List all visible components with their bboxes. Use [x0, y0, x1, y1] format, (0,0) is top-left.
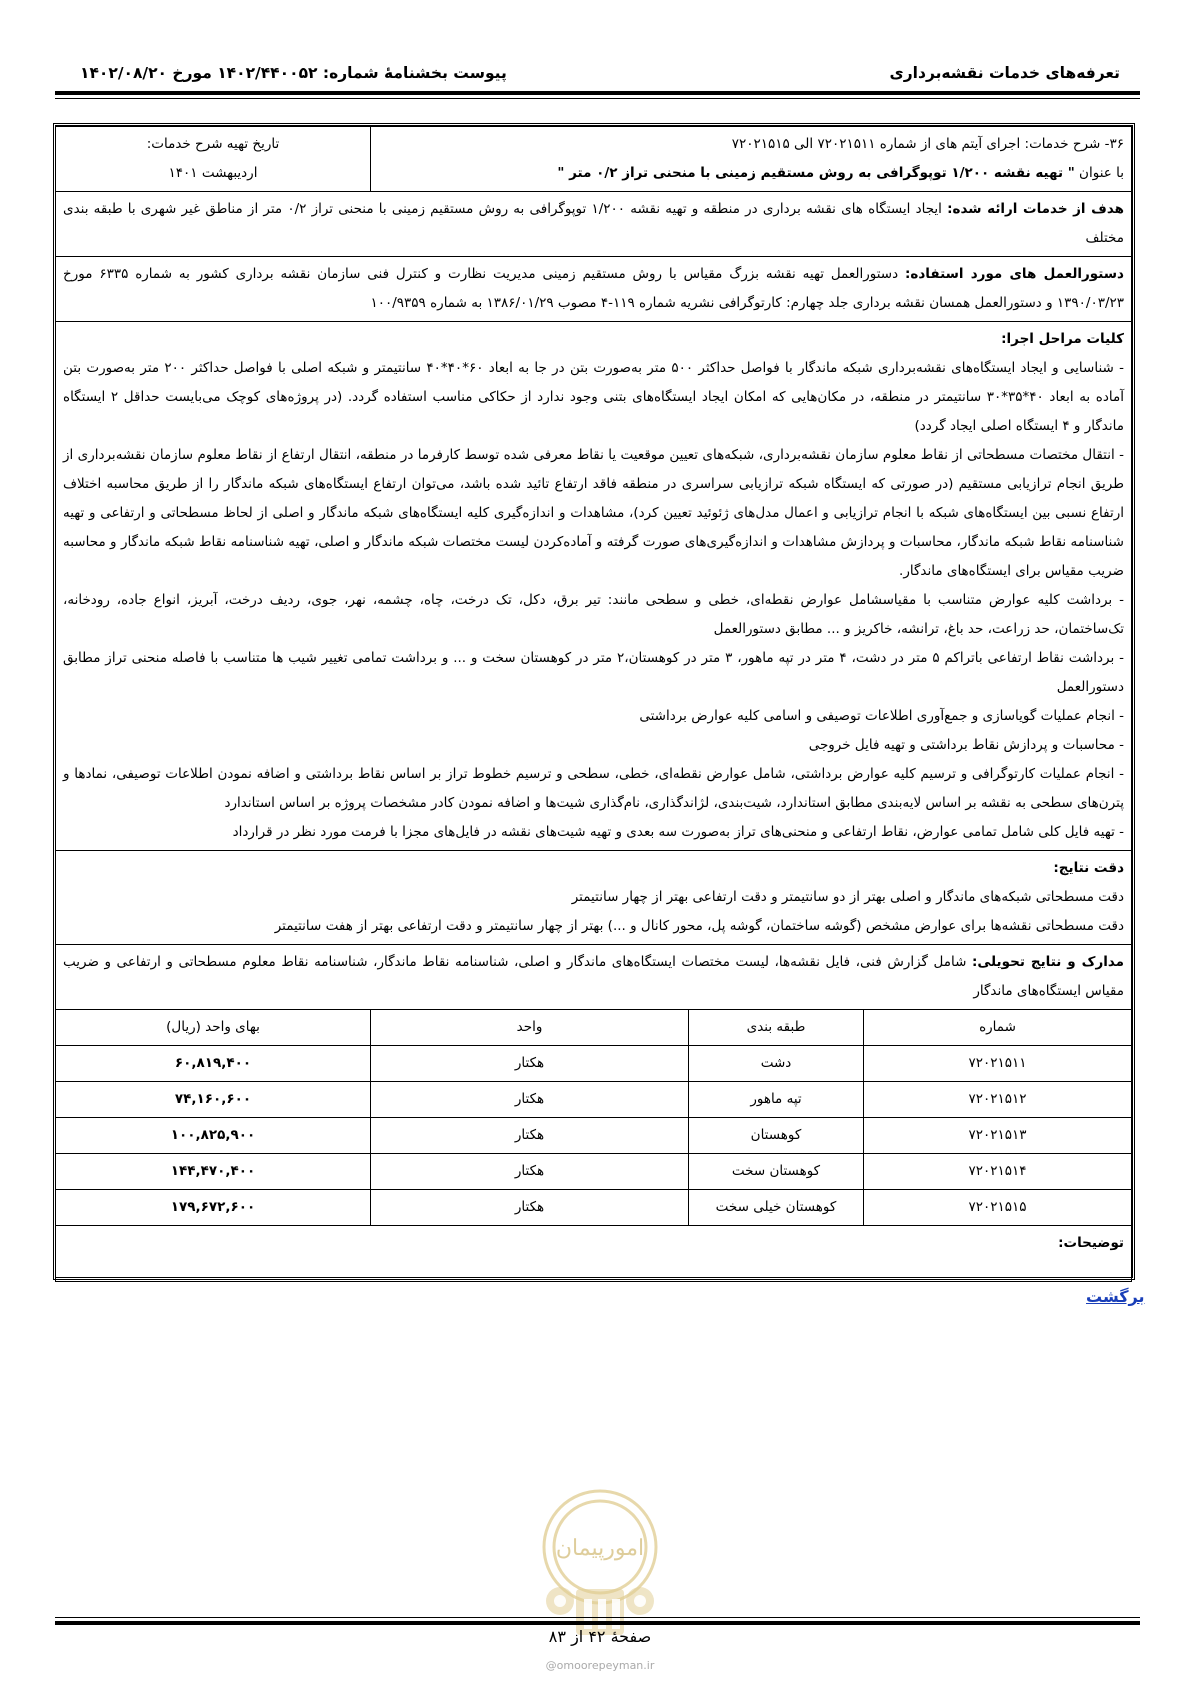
row-category: کوهستان سخت — [689, 1154, 864, 1190]
header-rule — [55, 91, 1140, 95]
step-item: - انجام عملیات گویاسازی و جمع‌آوری اطلاعات توصیفی و اسامی کلیه عوارض برداشتی — [639, 708, 1124, 724]
instructions-text: دستورالعمل تهیه نقشه بزرگ مقیاس با روش مستقیم زمینی مدیریت نظارت و کنترل فنی سازمان نقشه برداری کشور به شماره ۶۳۳۵ مورخ ۱۳۹۰/۰۳/۲۳ و دستورالعمل همسان نقشه برداری جلد چهارم: کارتوگرافی نشریه شماره ۱۱۹-۴ مصوب ۱۳۸۶/۰۱/۲۹ به شماره ۱۰۰/۹۳۵۹ — [63, 266, 1124, 311]
row-price: ۱۴۴,۴۷۰,۴۰۰ — [56, 1154, 371, 1190]
service-table — [55, 126, 1132, 1282]
page-header — [80, 58, 1120, 82]
row-category: دشت — [689, 1046, 864, 1082]
step-item: - برداشت کلیه عوارض متناسب با مقیاسشامل عوارض نقطه‌ای، خطی و سطحی مانند: تیر برق، دکل، تک درخت، چاه، چشمه، نهر، جوی، ردیف درخت، آبریز، انواع جاده، رودخانه، تک‌ساختمان، حد زراعت، حد باغ، ترانشه، خاکریز و ... مطابق دستورالعمل — [63, 592, 1124, 637]
instructions-label: دستورالعمل های مورد استفاده: — [904, 266, 1124, 282]
row-code: ۷۲۰۲۱۵۱۵ — [864, 1190, 1132, 1226]
steps-cell — [56, 322, 1132, 851]
row-category: کوهستان خیلی سخت — [689, 1190, 864, 1226]
goal-label: هدف از خدمات ارائه شده: — [947, 201, 1124, 217]
row-unit: هکتار — [371, 1046, 689, 1082]
service-line: ۳۶- شرح خدمات: اجرای آیتم های از شماره ۷۲۰۲۱۵۱۱ الی ۷۲۰۲۱۵۱۵ — [731, 136, 1124, 152]
table-row — [56, 1190, 1132, 1226]
deliverables-label: مدارک و نتایج تحویلی: — [971, 954, 1125, 970]
table-row — [56, 1046, 1132, 1082]
price-header-code: شماره — [864, 1010, 1132, 1046]
steps-label: کلیات مراحل اجرا: — [1001, 331, 1124, 347]
row-price: ۱۷۹,۶۷۲,۶۰۰ — [56, 1190, 371, 1226]
table-row — [56, 1118, 1132, 1154]
table-row — [56, 1154, 1132, 1190]
deliverables-text: شامل گزارش فنی، فایل نقشه‌ها، لیست مختصات ایستگاه‌های ماندگار و اصلی، شناسنامه نقاط ماندگار، شناسنامه نقاط معلوم مسطحاتی و ارتفاعی و ضریب مقیاس ایستگاه‌های ماندگار — [63, 954, 1124, 999]
row-code: ۷۲۰۲۱۵۱۲ — [864, 1082, 1132, 1118]
instructions-cell — [56, 257, 1132, 322]
step-item: - شناسایی و ایجاد ایستگاه‌های نقشه‌برداری شبکه ماندگار با فواصل حداکثر ۵۰۰ متر به‌صورت بتن در جا به ابعاد ۶۰*۴۰*۴۰ سانتیمتر و شبکه اصلی با فواصل حداکثر ۲۰۰ متر به‌صورت بتن آماده به ابعاد ۴۰*۳۵*۳۰ سانتیمتر در منطقه، در مکان‌هایی که امکان ایجاد ایستگاه‌های بتنی وجود ندارد از حکاکی مناسب استفاده گردد. (در پروژه‌های کوچک می‌بایست حداقل ۲ ایستگاه ماندگار و ۴ ایستگاه اصلی ایجاد گردد) — [63, 360, 1124, 434]
table-row — [56, 1082, 1132, 1118]
service-title: " تهیه نقشه ۱/۲۰۰ توپوگرافی به روش مستقیم زمینی با منحنی تراز ۰/۲ متر " — [557, 165, 1075, 181]
row-category: تپه ماهور — [689, 1082, 864, 1118]
price-header-price: بهای واحد (ریال) — [56, 1010, 371, 1046]
row-price: ۷۴,۱۶۰,۶۰۰ — [56, 1082, 371, 1118]
step-item: - انجام عملیات کارتوگرافی و ترسیم کلیه عوارض برداشتی، شامل عوارض نقطه‌ای، خطی، سطحی و ترسیم خطوط تراز بر اساس نقاط برداشتی و اضافه نمودن اطلاعات توصیفی، نمادها و پترن‌های سطحی به نقشه بر اساس لایه‌بندی مطابق استاندارد، شیت‌بندی، لژاندگذاری، نام‌گذاری شیت‌ها و اضافه نمودن کادر مشخصات پروژه بر اساس استاندارد — [63, 766, 1124, 811]
step-item: - برداشت نقاط ارتفاعی باتراکم ۵ متر در دشت، ۴ متر در تپه ماهور، ۳ متر در کوهستان،۲ متر در کوهستان سخت و ... و برداشت تمامی تغییر شیب ها متناسب با فاصله منحنی تراز مطابق دستورالعمل — [63, 650, 1124, 695]
service-description-frame — [53, 123, 1135, 1280]
accuracy-cell — [56, 851, 1132, 945]
row-unit: هکتار — [371, 1082, 689, 1118]
row-price: ۶۰,۸۱۹,۴۰۰ — [56, 1046, 371, 1082]
deliverables-cell — [56, 945, 1132, 1010]
service-date-value: اردیبهشت ۱۴۰۱ — [168, 165, 258, 181]
row-code: ۷۲۰۲۱۵۱۱ — [864, 1046, 1132, 1082]
footer-rule — [55, 1621, 1140, 1625]
service-title-prefix: با عنوان — [1074, 165, 1124, 181]
site-watermark: @omoorepeyman.ir — [545, 1659, 655, 1672]
service-title-cell — [371, 127, 1132, 192]
row-unit: هکتار — [371, 1190, 689, 1226]
price-header-unit: واحد — [371, 1010, 689, 1046]
row-category: کوهستان — [689, 1118, 864, 1154]
logo-text: امورپیمان — [555, 1536, 645, 1561]
step-item: - محاسبات و پردازش نقاط برداشتی و تهیه فایل خروجی — [808, 737, 1124, 753]
accuracy-item: دقت مسطحاتی نقشه‌ها برای عوارض مشخص (گوشه ساختمان، گوشه پل، محور کانال و ...) بهتر از چهار سانتیمتر و دقت ارتفاعی بهتر از هفت سانتیمتر — [274, 918, 1124, 934]
row-code: ۷۲۰۲۱۵۱۳ — [864, 1118, 1132, 1154]
accuracy-item: دقت مسطحاتی شبکه‌های ماندگار و اصلی بهتر از دو سانتیمتر و دقت ارتفاعی بهتر از چهار سانتیمتر — [571, 889, 1124, 905]
step-item: - تهیه فایل کلی شامل تمامی عوارض، نقاط ارتفاعی و منحنی‌های تراز به‌صورت سه بعدی و تهیه شیت‌های نقشه در فایل‌های مجزا با فرمت مورد نظر در قرارداد — [232, 824, 1124, 840]
accuracy-label: دقت نتایج: — [1053, 860, 1124, 876]
goal-cell — [56, 192, 1132, 257]
header-circular-ref: پیوست بخشنامۀ شماره: ۱۴۰۲/۴۴۰۰۵۲ مورخ ۱۴۰۲/۰۸/۲۰ — [80, 64, 507, 82]
header-rule-thin — [55, 98, 1140, 99]
price-header-category: طبقه بندی — [689, 1010, 864, 1046]
back-link[interactable]: برگشت — [1086, 1287, 1145, 1306]
step-item: - انتقال مختصات مسطحاتی از نقاط معلوم سازمان نقشه‌برداری، شبکه‌های تعیین موقعیت یا نقاط معرفی شده توسط کارفرما در منطقه، انتقال ارتفاع از نقاط معلوم سازمان نقشه‌برداری از طریق انجام ترازیابی مستقیم (در صورتی که ایستگاه شبکه ترازیابی سراسری در منطقه فاقد ارتفاع تائید شده باشد، می‌توان ارتفاع ایستگاه‌های شبکه ماندگار را از طریق محاسبه اختلاف ارتفاع نسبی بین ایستگاه‌های شبکه با انجام ترازیابی و اعمال مدل‌های ژئوئید تعیین کرد)، مشاهدات و اندازه‌گیری کلیه ایستگاه‌های شبکه ماندگار و اصلی از لحاظ مسطحاتی و ارتفاعی و تهیه شناسنامه نقاط شبکه ماندگار، محاسبات و پردازش مشاهدات و اندازه‌گیری‌های صورت گرفته و آماده‌کردن لیست مختصات شبکه ماندگار و اصلی، تهیه شناسنامه نقاط شبکه ماندگار و محاسبه ضریب مقیاس برای ایستگاه‌های ماندگار. — [63, 447, 1124, 579]
row-unit: هکتار — [371, 1118, 689, 1154]
row-code: ۷۲۰۲۱۵۱۴ — [864, 1154, 1132, 1190]
goal-text: ایجاد ایستگاه های نقشه برداری در منطقه و تهیه نقشه ۱/۲۰۰ توپوگرافی به روش مستقیم زمینی با منحنی تراز ۰/۲ متر از مناطق غیر شهری با طبقه بندی مختلف — [63, 201, 1124, 246]
service-date-cell — [56, 127, 371, 192]
row-price: ۱۰۰,۸۲۵,۹۰۰ — [56, 1118, 371, 1154]
page-number: صفحۀ ۴۲ از ۸۳ — [548, 1627, 652, 1646]
header-doc-title: تعرفه‌های خدمات نقشه‌برداری — [889, 64, 1120, 82]
row-unit: هکتار — [371, 1154, 689, 1190]
footer-rule-thin — [55, 1617, 1140, 1618]
notes-label: توضیحات: — [1058, 1235, 1124, 1251]
service-date-label: تاریخ تهیه شرح خدمات: — [146, 136, 280, 152]
notes-cell — [56, 1226, 1132, 1282]
